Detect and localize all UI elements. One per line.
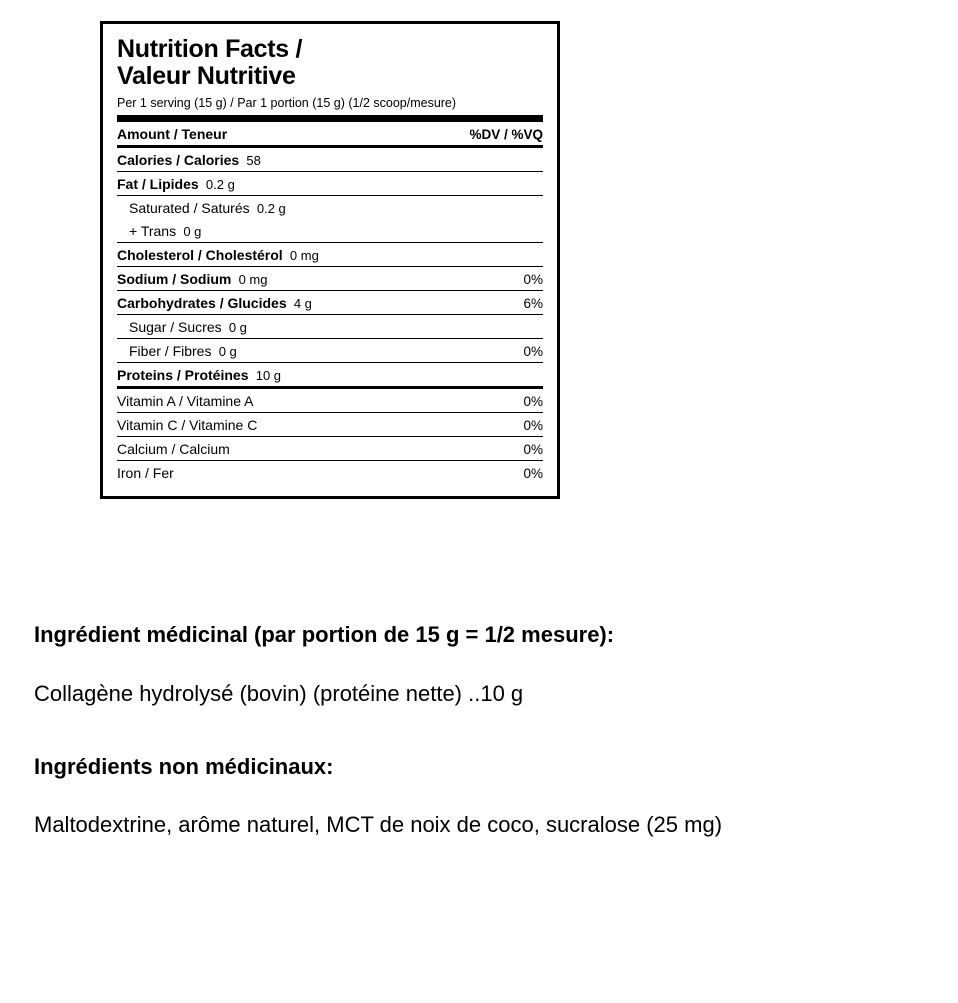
row-label: Saturated / Saturés 0.2 g [129, 200, 286, 216]
row-label: Sugar / Sucres 0 g [129, 319, 247, 335]
row-value: 0 g [211, 344, 237, 359]
table-row [117, 363, 543, 386]
table-row [117, 413, 543, 436]
table-row [117, 148, 543, 171]
table-row [117, 461, 543, 484]
row-label: Cholesterol / Cholestérol 0 mg [117, 247, 319, 263]
medicinal-ingredient-text: Collagène hydrolysé (bovin) (protéine nette) ..10 g [34, 680, 524, 706]
table-row [117, 339, 543, 362]
row-label: Iron / Fer [117, 465, 174, 481]
row-value: 0 mg [282, 248, 319, 263]
table-row [117, 315, 543, 338]
row-label: Fat / Lipides 0.2 g [117, 176, 235, 192]
row-value: 0 g [176, 224, 202, 239]
row-value: 4 g [286, 296, 312, 311]
table-row [117, 291, 543, 314]
amount-header-label: Amount / Teneur [117, 126, 228, 142]
row-value: 0.2 g [249, 201, 286, 216]
row-label: Fiber / Fibres 0 g [129, 343, 237, 359]
non-medicinal-ingredients-heading: Ingrédients non médicinaux: [34, 753, 334, 779]
table-row [117, 172, 543, 195]
row-label: + Trans 0 g [129, 223, 202, 239]
row-label: Carbohydrates / Glucides 4 g [117, 295, 312, 311]
nutrition-facts-title-line1: Nutrition Facts / [117, 35, 303, 63]
ingredients-section [34, 620, 924, 841]
row-value: 10 g [248, 368, 282, 383]
table-row [117, 267, 543, 290]
row-label: Vitamin A / Vitamine A [117, 393, 254, 409]
row-dv: 0% [523, 344, 543, 359]
table-row [117, 243, 543, 266]
table-row [117, 219, 543, 242]
row-value: 58 [239, 153, 261, 168]
row-label: Proteins / Protéines 10 g [117, 367, 282, 383]
row-value: 0 g [221, 320, 247, 335]
row-dv: 0% [523, 442, 543, 457]
serving-size-text: Per 1 serving (15 g) / Par 1 portion (15 g) (1/2 scoop/mesure) [117, 96, 457, 110]
row-label: Sodium / Sodium 0 mg [117, 271, 268, 287]
nutrition-facts-title-line2: Valeur Nutritive [117, 62, 296, 90]
row-value: 0.2 g [198, 177, 235, 192]
medicinal-ingredient-heading: Ingrédient médicinal (par portion de 15 g = 1/2 mesure): [34, 622, 615, 647]
dv-header-label: %DV / %VQ [469, 127, 543, 142]
non-medicinal-ingredients-text: Maltodextrine, arôme naturel, MCT de noix de coco, sucralose (25 mg) [34, 812, 723, 838]
row-dv: 0% [523, 272, 543, 287]
nutrition-facts-title [117, 36, 543, 90]
row-label: Vitamin C / Vitamine C [117, 417, 258, 433]
table-row [117, 437, 543, 460]
table-row [117, 196, 543, 219]
nutrition-table-header [117, 122, 543, 145]
row-dv: 0% [523, 466, 543, 481]
divider-thick-top [117, 115, 543, 122]
row-label: Calories / Calories 58 [117, 152, 261, 168]
row-label: Calcium / Calcium [117, 441, 230, 457]
row-value: 0 mg [231, 272, 268, 287]
row-dv: 0% [523, 418, 543, 433]
table-row [117, 389, 543, 412]
row-dv: 6% [523, 296, 543, 311]
nutrition-facts-panel [100, 21, 560, 499]
row-dv: 0% [523, 394, 543, 409]
